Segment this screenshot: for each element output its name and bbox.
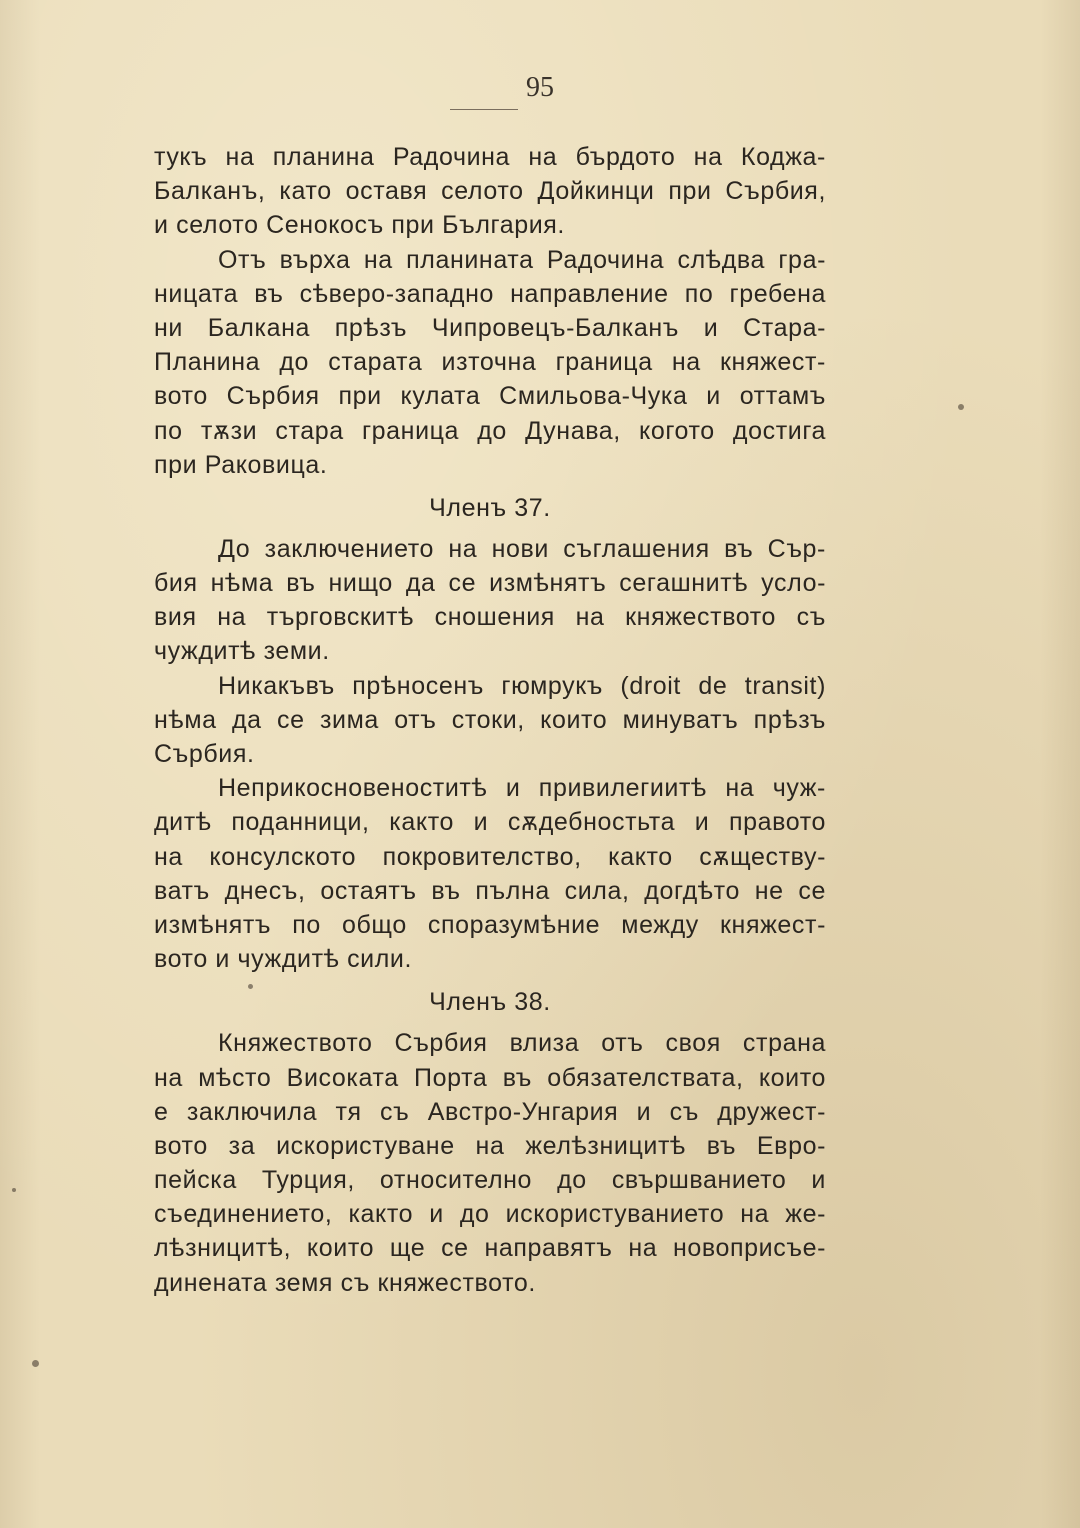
text-line: пейска Турция, относително до свършванието и [154, 1166, 826, 1195]
text-line: динената земя съ княжеството. [154, 1268, 536, 1297]
text-line: на консулското покровителство, както сѫществу- [154, 842, 826, 871]
intro-paragraph-2 [154, 243, 826, 482]
text-line: на мѣсто Високата Порта въ обязателствата, които [154, 1063, 826, 1092]
article-37 [154, 488, 826, 976]
text-line: и селото Сенокосъ при България. [154, 211, 565, 240]
article-heading: Членъ 38. [429, 988, 551, 1017]
text-line: вия на търговскитѣ сношения на княжеството съ [154, 603, 826, 632]
text-line: съединението, както и до искористуванието на же- [154, 1200, 826, 1229]
paper-speck [248, 984, 253, 989]
article-37-paragraph-3 [154, 771, 826, 976]
paper-speck [12, 1188, 16, 1192]
article-38 [154, 982, 826, 1300]
page-body [154, 140, 826, 1300]
article-heading: Членъ 37. [429, 493, 551, 522]
text-line: Отъ върха на планината Радочина слѣдва гра- [218, 245, 826, 274]
text-line: Неприкосновеноститѣ и привилегиитѣ на чуж- [218, 774, 826, 803]
article-37-paragraph-2 [154, 669, 826, 772]
article-37-paragraph-1 [154, 532, 826, 669]
text-line: лѣзницитѣ, които ще се направятъ на новоприсъе- [154, 1234, 826, 1263]
text-line: по тѫзи стара граница до Дунава, когото достига [154, 416, 826, 445]
paper-speck [32, 1360, 39, 1367]
text-line: ватъ днесъ, остаятъ въ пълна сила, догдѣто не се [154, 876, 826, 905]
text-line: вото Сърбия при кулата Смильова-Чука и оттамъ [154, 382, 826, 411]
text-line: вото и чуждитѣ сили. [154, 945, 413, 974]
text-line: при Раковица. [154, 450, 328, 479]
text-line: Планина до старата източна граница на княжест- [154, 348, 826, 377]
text-line: тукъ на планина Радочина на бърдото на Коджа- [154, 143, 826, 171]
text-line: ни Балкана прѣзъ Чипровецъ-Балканъ и Стара- [154, 313, 826, 342]
text-line: Балканъ, като оставя селото Дойкинци при Сърбия, [154, 177, 826, 206]
text-line: Сърбия. [154, 740, 255, 768]
article-38-paragraph-1 [154, 1026, 826, 1300]
text-line: е заключила тя съ Австро-Унгария и съ дружест- [154, 1097, 826, 1126]
paper-speck [958, 404, 964, 410]
text-line: Княжеството Сърбия влиза отъ своя страна [218, 1029, 826, 1058]
text-line: измѣнятъ по общо споразумѣние между княжест- [154, 910, 826, 939]
text-line: дитѣ поданници, както и сѫдебностьта и правото [154, 808, 826, 837]
text-line: Никакъвъ прѣносенъ гюмрукъ (droit de transit) [218, 671, 826, 700]
text-line: ницата въ сѣверо-западно направление по гребена [154, 279, 826, 308]
text-line: вото за искористуване на желѣзницитѣ въ Евро- [154, 1131, 826, 1160]
text-line: бия нѣма въ нищо да се измѣнятъ сегашнитѣ усло- [154, 569, 826, 598]
page-number: 95 [526, 72, 554, 103]
text-line: До заключението на нови съглашения въ Сър- [218, 534, 826, 563]
intro-paragraph-1 [154, 140, 826, 243]
text-line: нѣма да се зима отъ стоки, които минуватъ прѣзъ [154, 705, 826, 734]
page-number-rule [450, 109, 518, 110]
text-line: чуждитѣ земи. [154, 637, 330, 666]
